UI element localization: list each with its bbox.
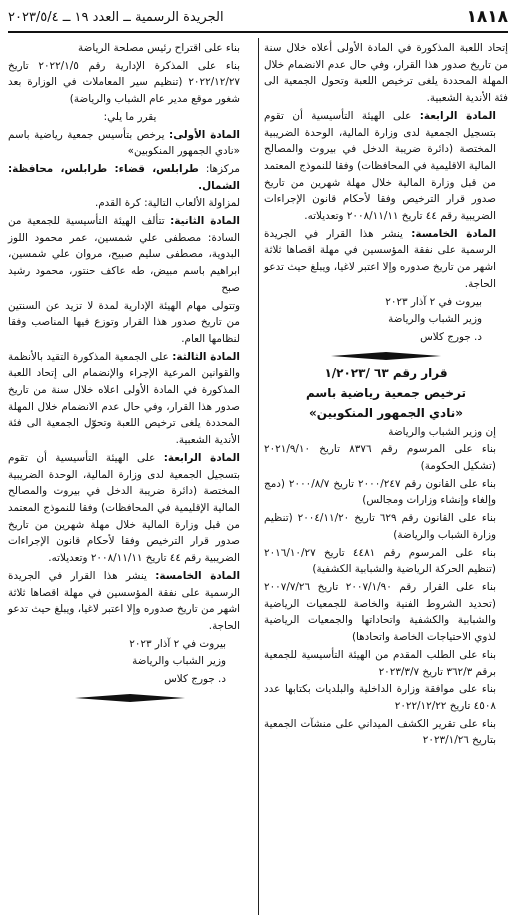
- headquarters-text: طرابلس، قضاء: طرابلس، محافظة: الشمال.: [8, 162, 240, 192]
- article-label: المادة الثانية:: [170, 215, 240, 228]
- citation: بناء على القرار رقم ٢٠٠٧/١/٩٠ تاريخ ٢٠٠٧/٧/٢٦ (تحديد الشروط الفنية والخاصة للجمعيات الرياضية والشبابية والكشفية واتحاداتها والجمعيات الرياضية لذوي الاحتياجات الخاصة واتحادها): [264, 580, 496, 644]
- right-column: [264, 40, 508, 750]
- left-column: [8, 40, 252, 706]
- signature-date: بيروت في ٢ آذار ٢٠٢٣: [129, 637, 226, 650]
- article-4: [8, 450, 252, 567]
- citation: بناء على المرسوم رقم ٤٤٨١ تاريخ ٢٠١٦/١٠/٢٧ (تنظيم الحركة الرياضية والشبابية الكشفية): [264, 546, 496, 576]
- article-4: [264, 108, 508, 225]
- issue-info: الجريدة الرسمية ــ العدد ١٩ ــ ٢٠٢٣/٥/٤: [8, 9, 224, 25]
- article-text: على الجمعية المذكورة التقيد بالأنظمة والقوانين المرعية الإجراء والإنضمام الى إتحاد اللعبة المذكورة في المادة الأولى اعلاه خلال سنة من تاريخ صدور هذا القرار، وفي حال عدم الانضمام خلال المهلة المحددة يلغى ترخيص اللعبة وتحوّل الجمعية الى فئة الأندية الشعبية.: [8, 350, 240, 447]
- headquarters-label: مركزها:: [205, 162, 240, 175]
- citation: بناء على الطلب المقدم من الهيئة التأسيسية للجمعية برقم ٣٦٢/٣ تاريخ ٢٠٢٣/٣/٧: [264, 648, 496, 678]
- signature-name: د. جورج كلاس: [164, 673, 226, 686]
- article-5: [264, 226, 508, 293]
- article-3: [8, 349, 252, 449]
- decision-number: قرار رقم ٦٣ /١/٢٠٢٣: [324, 365, 448, 380]
- page-number: ١٨١٨: [466, 7, 508, 27]
- article-label: المادة الرابعة:: [163, 451, 240, 464]
- article-2: [8, 213, 252, 297]
- signature-date: بيروت في ٢ آذار ٢٠٢٣: [385, 295, 482, 308]
- citation: بناء على اقتراح رئيس مصلحة الرياضة: [77, 42, 240, 54]
- article-text: تتألف الهيئة التأسيسية للجمعية من السادة: مصطفى علي شمسين، عمر محمود اللوز البدوية، مصطفى سليم صبيح، مروان علي شمسين، ابراهيم باسم مبيض، طه عاكف حنتور، محمود رشيد صبح: [8, 215, 240, 294]
- citation: بناء على المرسوم رقم ٨٣٧٦ تاريخ ٢٠٢١/٩/١٠ (تشكيل الحكومة): [264, 443, 496, 473]
- article-1: [8, 127, 252, 160]
- signature-title: وزير الشباب والرياضة: [388, 313, 482, 326]
- decision-title: ترخيص جمعية رياضية باسم: [306, 385, 466, 400]
- section-divider: [264, 352, 508, 360]
- article-text: ينشر هذا القرار في الجريدة الرسمية على نفقة المؤسسين في مهلة اقصاها ثلاثة اشهر من تاريخ صدوره وإلا اعتبر لاغيا، ويبلغ حيث تدعو الحاجة.: [8, 569, 240, 632]
- citation: بناء على القانون رقم ٢٠٠٠/٢٤٧ تاريخ ٢٠٠٠/٨/٧ (دمج وإلغاء وإنشاء وزارات ومجالس): [264, 477, 496, 507]
- article-text: يرخص بتأسيس جمعية رياضية باسم «نادي الجمهور المنكوبين»: [8, 128, 240, 158]
- page-header: [8, 4, 508, 30]
- article-text: على الهيئة التأسيسية أن تقوم بتسجيل الجمعية لدى وزارة المالية، الوحدة الضريبية المختصة (دائرة ضريبة الدخل في بيروت والمصالح المالية الإقليمية في المحافظات) وفقا للنموذج المعتمد من قبل وزارة المالية خلال مهلة شهرين من تاريخ صدور قرار الترخيص وفقا لأحكام قانون الإجراءات الضريبية رقم ٤٤ تاريخ ٢٠٠٨/١١/١١ وتعديلاته.: [8, 451, 240, 565]
- article-continuation: إتحاد اللعبة المذكورة في المادة الأولى أعلاه خلال سنة من تاريخ صدور هذا القرار، وفي حال عدم الانضمام خلال المهلة المحددة يلغى ترخيص اللعبة وتحول الجمعية الى فئة الأندية الشعبية.: [264, 42, 508, 105]
- board-term: وتتولى مهام الهيئة الإدارية لمدة لا تزيد عن السنتين من تاريخ صدور هذا القرار وتوزع فيها المناصب وفقا لنظامها العام.: [8, 299, 240, 345]
- article-label: المادة الأولى:: [169, 128, 240, 141]
- citation: بناء على المذكرة الإدارية رقم ٢٠٢٢/١/٥ تاريخ ٢٠٢٢/١٢/٢٧ (تنظيم سير المعاملات في الوزارة بعد شغور موقع مدير عام الشباب والرياضة): [8, 59, 240, 106]
- signature-title: وزير الشباب والرياضة: [132, 655, 226, 668]
- article-text: ينشر هذا القرار في الجريدة الرسمية على نفقة المؤسسين في مهلة اقصاها ثلاثة اشهر من تاريخ صدوره وإلا اعتبر لاغيا، ويبلغ حيث تدعو الحاجة.: [264, 227, 496, 290]
- article-label: المادة الثالثة:: [172, 350, 240, 363]
- article-label: المادة الرابعة:: [419, 109, 496, 122]
- citation: بناء على تقرير الكشف الميداني على منشآت الجمعية بتاريخ ٢٠٢٣/١/٢٦: [264, 717, 496, 747]
- article-5: [8, 568, 252, 635]
- headquarters-line: [8, 161, 252, 194]
- citation: بناء على موافقة وزارة الداخلية والبلديات بكتابها عدد ٤٥٠٨ تاريخ ٢٠٢٢/١٢/٢٢: [264, 683, 496, 712]
- minister-line: إن وزير الشباب والرياضة: [388, 425, 496, 438]
- signature-name: د. جورج كلاس: [420, 330, 482, 343]
- header-rule: [8, 31, 508, 33]
- decision-name: «نادي الجمهور المنكوبين»: [309, 405, 463, 420]
- section-divider: [8, 694, 252, 702]
- games-line: لمزاولة الألعاب التالية: كرة القدم.: [94, 197, 240, 210]
- article-label: المادة الخامسة:: [155, 569, 241, 582]
- citation: بناء على القانون رقم ٦٢٩ تاريخ ٢٠٠٤/١١/٢٠ (تنظيم وزارة الشباب والرياضة): [264, 512, 496, 541]
- article-label: المادة الخامسة:: [411, 227, 497, 240]
- decides-line: يقرر ما يلي:: [103, 110, 157, 123]
- article-text: على الهيئة التأسيسية أن تقوم بتسجيل الجمعية لدى وزارة المالية، الوحدة الضريبية المختصة (دائرة ضريبة الدخل في بيروت والمصالح المالية الاقليمية في المحافظات) وفقا للنموذج المعتمد من قبل وزارة المالية خلال مهلة شهرين من تاريخ صدور قرار الترخيص وفقا لأحكام قانون الإجراءات الضريبية رقم ٤٤ تاريخ ٢٠٠٨/١١/١١ وتعديلاته.: [264, 109, 496, 223]
- column-divider: [258, 38, 259, 915]
